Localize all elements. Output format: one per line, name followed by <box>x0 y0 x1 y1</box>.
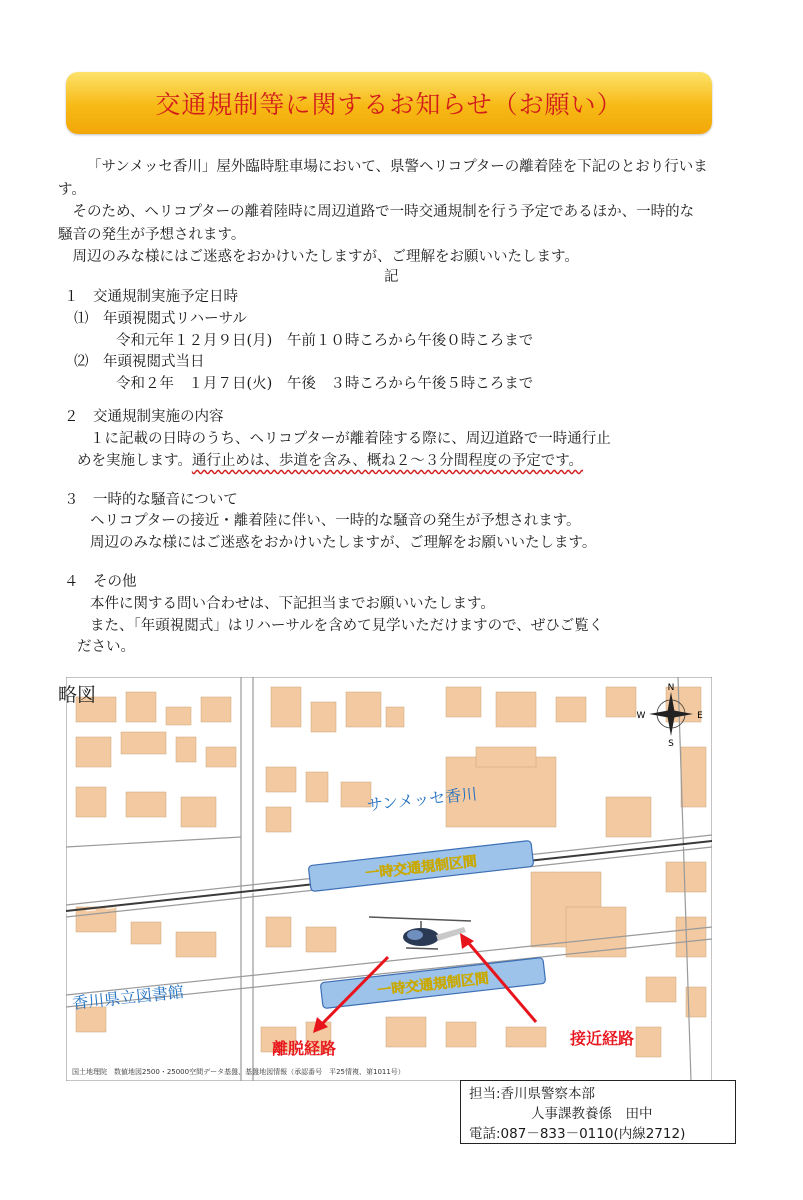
section-1-item-2-label: ⑵ 年頭視閲式当日 <box>74 354 205 370</box>
section-4-line-1: 本件に関する問い合わせは、下記担当までお願いいたします。 <box>90 596 495 612</box>
intro-paragraph-3: 周辺のみな様にはご迷惑をおかけいたしますが、ご理解をお願いいたします。 <box>72 249 579 265</box>
intro-paragraph-2: そのため、ヘリコプターの離着陸時に周辺道路で一時交通規制を行う予定であるほか、一時的な騒音の発生が予想されます。 <box>58 204 695 243</box>
section-3-line-2: 周辺のみな様にはご迷惑をおかけいたしますが、ご理解をお願いいたします。 <box>90 535 597 551</box>
title-banner <box>66 72 712 134</box>
section-1-item-1-date: 令和元年１２月９日(月) 午前１０時ころから午後０時ころまで <box>116 333 534 349</box>
venue-label: サンメッセ香川 <box>365 784 479 815</box>
section-1-item-1-label: ⑴ 年頭視閲式リハーサル <box>74 311 247 327</box>
compass-n: N <box>667 683 675 693</box>
section-4-line-2: また、「年頭視閲式」はリハーサルを含めて見学いただけますので、ぜひご覧く <box>90 618 604 634</box>
section-1-heading: １ 交通規制実施予定日時 <box>64 289 238 305</box>
contact-person: 人事課教養係 田中 <box>531 1106 653 1122</box>
contact-dept: 担当:香川県警察本部 <box>469 1086 596 1102</box>
section-4-heading: ４ その他 <box>64 574 137 590</box>
section-2-line-2a: めを実施します。 <box>77 453 192 469</box>
map-source-credit: 国土地理院 数値地図2500・25000空間データ基盤、基盤地図情報（承認番号 平25情複、第1011号） <box>72 1068 405 1076</box>
contact-phone: 電話:087－833－0110(内線2712) <box>469 1126 686 1142</box>
page-title: 交通規制等に関するお知らせ（お願い） <box>155 90 623 119</box>
library-label: 香川県立図書館 <box>71 982 185 1013</box>
section-2-emphasis: 通行止めは、歩道を含み、概ね２～３分間程度の予定です。 <box>191 453 584 469</box>
compass-w: W <box>636 711 646 721</box>
approach-label: 接近経路 <box>569 1029 635 1048</box>
section-3-line-1: ヘリコプターの接近・離着陸に伴い、一時的な騒音の発生が予想されます。 <box>90 513 581 529</box>
map-drawing <box>66 677 712 1081</box>
compass-e: E <box>697 711 703 721</box>
section-2-heading: ２ 交通規制実施の内容 <box>64 409 224 425</box>
section-1-item-2-date: 令和２年 １月７日(火) 午後 ３時ころから午後５時ころまで <box>116 376 534 392</box>
ki-heading: 記 <box>384 269 399 285</box>
section-2-line-1: １に記載の日時のうち、ヘリコプターが離着陸する際に、周辺道路で一時通行止 <box>90 431 611 447</box>
intro-paragraph-1: 「サンメッセ香川」屋外臨時駐車場において、県警ヘリコプターの離着陸を下記のとおり行います。 <box>58 159 708 198</box>
section-4-line-3: ださい。 <box>77 639 135 655</box>
contact-box <box>460 1080 736 1144</box>
compass-s: S <box>668 739 674 749</box>
map-caption: 略図 <box>58 684 97 706</box>
route-map <box>66 677 712 1081</box>
zone-2-label: 一時交通規制区間 <box>376 970 490 1000</box>
section-2-line-2 <box>77 451 583 471</box>
zone-1-label: 一時交通規制区間 <box>364 853 478 883</box>
departure-label: 離脱経路 <box>271 1039 337 1058</box>
section-3-heading: ３ 一時的な騒音について <box>64 492 238 508</box>
